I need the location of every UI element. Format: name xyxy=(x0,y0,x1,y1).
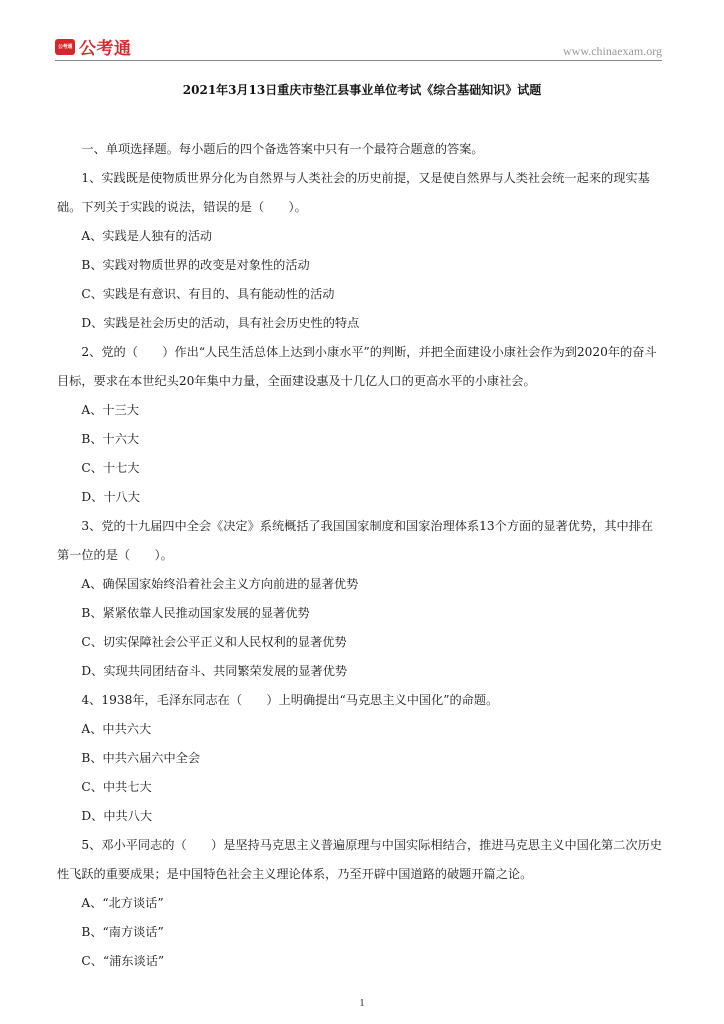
answer-option: D、十八大 xyxy=(81,490,140,504)
answer-option: B、实践对物质世界的改变是对象性的活动 xyxy=(81,258,310,272)
answer-option: D、实践是社会历史的活动，具有社会历史性的特点 xyxy=(81,316,360,330)
question-stem: 4、1938年，毛泽东同志在（ ）上明确提出“马克思主义中国化”的命题。 xyxy=(81,693,499,707)
logo-text: 公考通 xyxy=(79,39,132,59)
answer-option: B、“南方谈话” xyxy=(81,925,164,939)
answer-option: A、十三大 xyxy=(81,403,139,417)
answer-option: C、切实保障社会公平正义和人民权利的显著优势 xyxy=(81,635,347,649)
answer-option: B、紧紧依靠人民推动国家发展的显著优势 xyxy=(81,606,310,620)
question-stem: 1、实践既是使物质世界分化为自然界与人类社会的历史前提，又是使自然界与人类社会统一起来的现实基础。下列关于实践的说法，错误的是（ ）。 xyxy=(57,171,650,214)
answer-option: A、确保国家始终沿着社会主义方向前进的显著优势 xyxy=(81,577,359,591)
answer-option: D、实现共同团结奋斗、共同繁荣发展的显著优势 xyxy=(81,664,348,678)
question-stem: 3、党的十九届四中全会《决定》系统概括了我国国家制度和国家治理体系13个方面的显著优势，其中排在第一位的是（ ）。 xyxy=(57,519,654,562)
page-number: 1 xyxy=(359,997,365,1009)
site-url[interactable]: www.chinaexam.org xyxy=(563,44,662,58)
answer-option: B、十六大 xyxy=(81,432,140,446)
document-title: 2021年3月13日重庆市垫江县事业单位考试《综合基础知识》试题 xyxy=(182,83,542,97)
page-header xyxy=(0,0,724,64)
answer-option: C、中共七大 xyxy=(81,780,152,794)
answer-option: A、实践是人独有的活动 xyxy=(81,229,213,243)
answer-option: A、“北方谈话” xyxy=(81,896,164,910)
header-divider xyxy=(55,60,662,61)
answer-option: C、实践是有意识、有目的、具有能动性的活动 xyxy=(81,287,335,301)
question-stem: 2、党的（ ）作出“人民生活总体上达到小康水平”的判断，并把全面建设小康社会作为到2020年的奋斗目标，要求在本世纪头20年集中力量，全面建设惠及十几亿人口的更高水平的小康社会。 xyxy=(57,345,657,388)
answer-option: C、“浦东谈话” xyxy=(81,954,165,968)
answer-option: A、中共六大 xyxy=(81,722,152,736)
question-stem: 5、邓小平同志的（ ）是坚持马克思主义普遍原理与中国实际相结合，推进马克思主义中国化第二次历史性飞跃的重要成果；是中国特色社会主义理论体系，乃至开辟中国道路的破题开篇之论。 xyxy=(57,838,662,881)
site-logo[interactable] xyxy=(55,34,132,59)
section-heading: 一、单项选择题。每小题后的四个备选答案中只有一个最符合题意的答案。 xyxy=(81,142,484,156)
answer-option: C、十七大 xyxy=(81,461,140,475)
answer-option: B、中共六届六中全会 xyxy=(81,751,201,765)
document-body xyxy=(57,135,663,976)
logo-badge-icon: 公考通 xyxy=(55,39,75,55)
answer-option: D、中共八大 xyxy=(81,809,153,823)
